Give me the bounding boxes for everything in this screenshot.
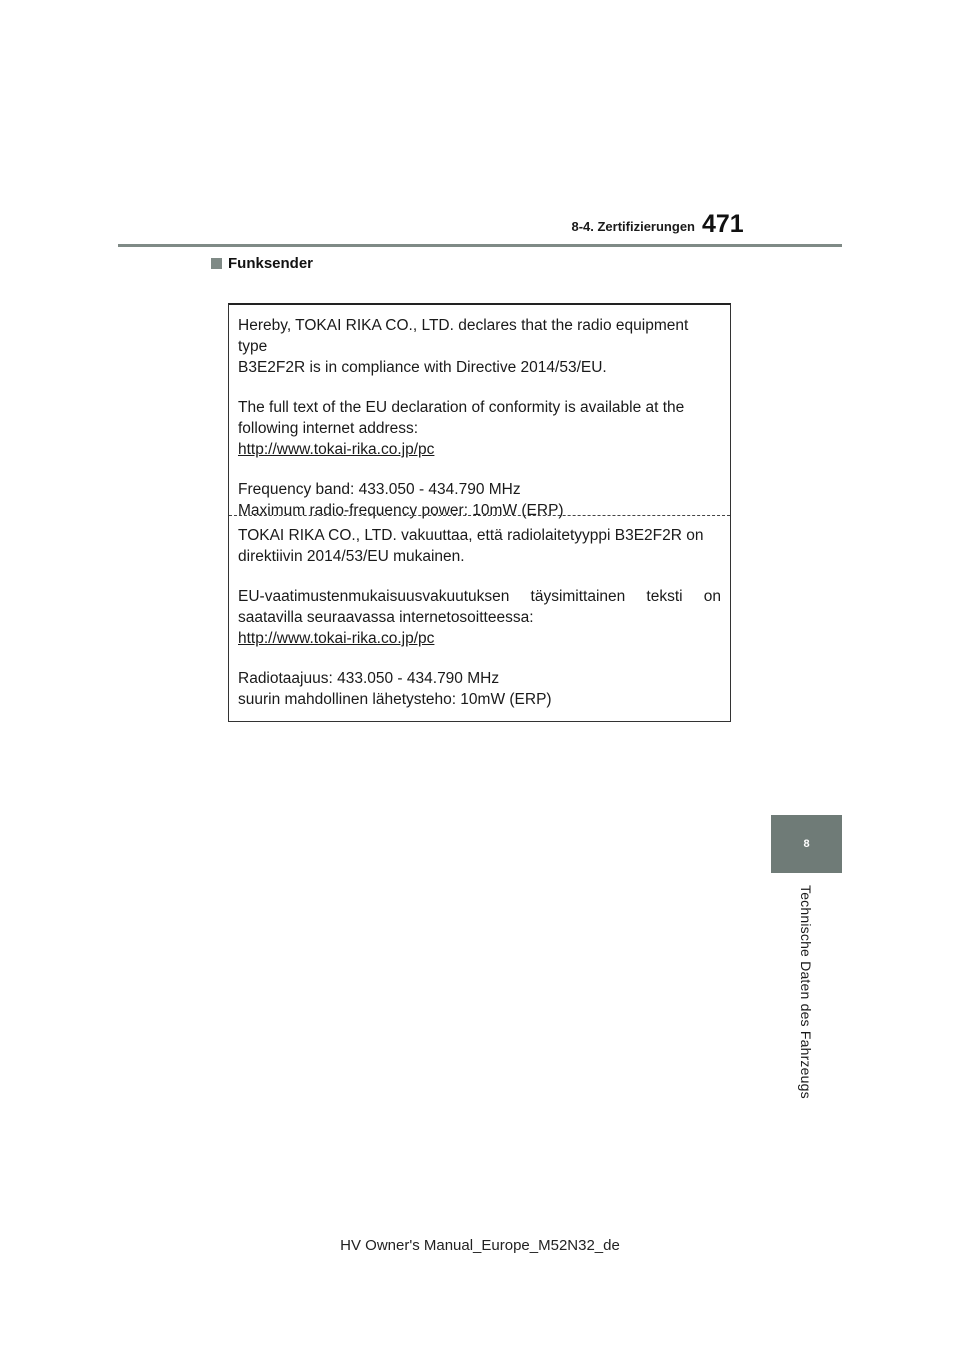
declaration-fi-line3: EU-vaatimustenmukaisuusvakuutuksen täysimittainen teksti on (238, 588, 721, 605)
declaration-en-line6: Maximum radio-frequency power: 10mW (ERP) (238, 502, 564, 519)
declaration-fi-line6: suurin mahdollinen lähetysteho: 10mW (ERP) (238, 691, 552, 708)
declaration-fi-line4: saatavilla seuraavassa internetosoitteessa: (238, 609, 534, 626)
declaration-english (229, 315, 730, 521)
section-heading-text: Funksender (228, 255, 314, 272)
declaration-fi-line2: direktiivin 2014/53/EU mukainen. (238, 548, 465, 565)
declaration-en-line5: Frequency band: 433.050 - 434.790 MHz (238, 481, 521, 498)
section-label: 8-4. Zertifizierungen (571, 219, 695, 234)
header-rule (118, 244, 842, 247)
declaration-finnish (229, 525, 730, 710)
declaration-en-line4: following internet address: (238, 420, 419, 437)
declaration-fi-link[interactable]: http://www.tokai-rika.co.jp/pc (238, 630, 435, 647)
language-divider (229, 515, 730, 516)
declaration-fi-line1: TOKAI RIKA CO., LTD. vakuuttaa, että radiolaitetyyppi B3E2F2R on (238, 527, 704, 544)
declaration-box (228, 303, 731, 722)
page-footer: HV Owner's Manual_Europe_M52N32_de (340, 1237, 620, 1254)
declaration-en-line1: Hereby, TOKAI RIKA CO., LTD. declares that the radio equipment type (238, 317, 689, 355)
chapter-title: Technische Daten des Fahrzeugs (798, 885, 814, 1099)
declaration-en-line2: B3E2F2R is in compliance with Directive 2014/53/EU. (238, 359, 607, 376)
declaration-fi-line5: Radiotaajuus: 433.050 - 434.790 MHz (238, 670, 500, 687)
page-number: 471 (702, 210, 744, 238)
square-bullet-icon (211, 258, 222, 269)
chapter-tab: 8 (771, 815, 842, 873)
declaration-en-line3: The full text of the EU declaration of conformity is available at the (238, 399, 685, 416)
section-heading (211, 255, 313, 272)
declaration-en-link[interactable]: http://www.tokai-rika.co.jp/pc (238, 441, 435, 458)
